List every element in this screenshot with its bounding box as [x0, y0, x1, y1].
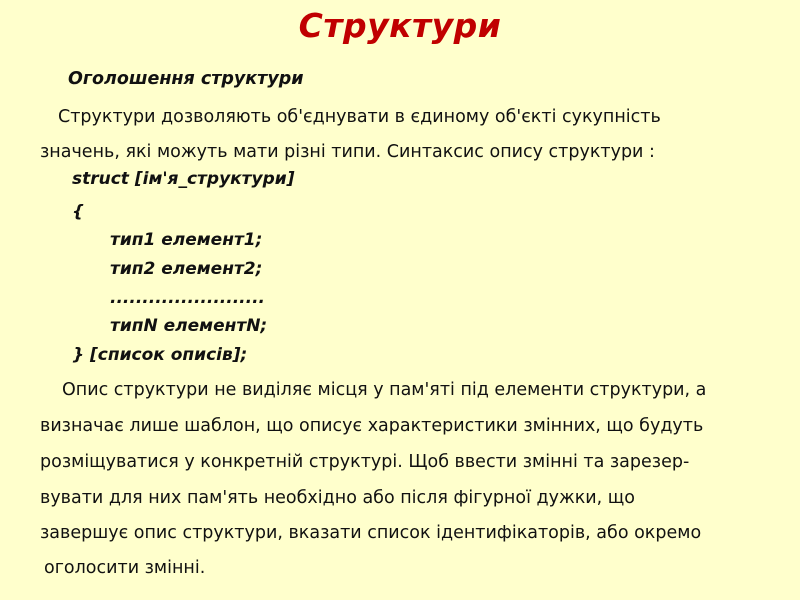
code-member-1: тип1 елемент1;: [110, 230, 263, 250]
description-line-4: вувати для них пам'ять необхідно або після фігурної дужки, що: [40, 488, 635, 508]
code-ellipsis: ........................: [110, 288, 265, 308]
code-member-2: тип2 елемент2;: [110, 259, 263, 279]
description-line-6: оголосити змінні.: [44, 558, 206, 578]
section-heading: Оголошення структури: [68, 69, 304, 89]
description-line-1: Опис структури не виділяє місця у пам'яті під елементи структури, а: [62, 380, 707, 400]
intro-line-2: значень, які можуть мати різні типи. Синтаксис опису структури :: [40, 142, 655, 162]
slide-title: Структури: [298, 6, 502, 45]
code-member-n: типN елементN;: [110, 316, 268, 336]
code-struct-line: struct [ім'я_структури]: [72, 169, 295, 189]
intro-line-1: Структури дозволяють об'єднувати в єдиному об'єкті сукупність: [58, 107, 661, 127]
code-open-brace: {: [72, 202, 85, 222]
description-line-3: розміщуватися у конкретній структурі. Щоб ввести змінні та зарезер-: [40, 452, 690, 472]
description-line-2: визначає лише шаблон, що описує характеристики змінних, що будуть: [40, 416, 704, 436]
description-line-5: завершує опис структури, вказати список ідентифікаторів, або окремо: [40, 523, 702, 543]
code-close-brace: } [список описів];: [72, 345, 248, 365]
